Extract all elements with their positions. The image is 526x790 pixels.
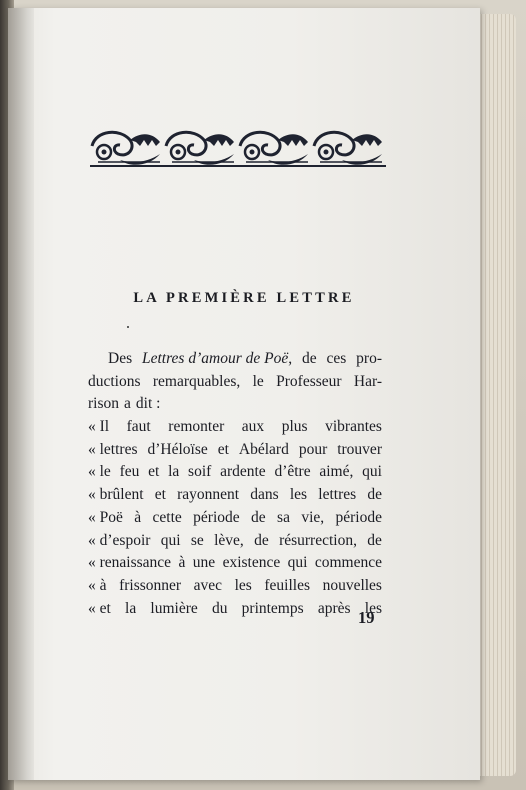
word: nouvelles bbox=[322, 576, 382, 594]
word: « renaissance bbox=[88, 554, 172, 572]
word: qui bbox=[287, 554, 308, 572]
word: la bbox=[168, 463, 180, 481]
word: avec bbox=[193, 576, 223, 594]
text-line bbox=[88, 598, 382, 621]
word: une bbox=[192, 554, 216, 572]
ink-speck bbox=[127, 326, 129, 328]
word: printemps bbox=[241, 599, 304, 617]
text-line bbox=[88, 484, 382, 507]
word: lève, bbox=[214, 531, 244, 549]
word: de bbox=[367, 486, 382, 504]
word: aimé, bbox=[319, 463, 354, 481]
word: « le bbox=[88, 463, 111, 481]
word: commence bbox=[314, 554, 382, 572]
word: « et bbox=[88, 599, 111, 617]
word: sa bbox=[277, 508, 290, 526]
word: « Poë bbox=[88, 508, 123, 526]
word: dit : bbox=[135, 395, 161, 413]
word: Har- bbox=[353, 372, 382, 390]
text-line bbox=[88, 461, 382, 484]
chapter-title: LA PREMIÈRE LETTRE bbox=[133, 290, 355, 306]
word: le bbox=[252, 372, 264, 390]
acanthus-scroll-ornament-icon bbox=[90, 124, 386, 170]
word: cette bbox=[152, 508, 182, 526]
word: ductions bbox=[88, 372, 141, 390]
word: faut bbox=[126, 418, 151, 436]
word: feuilles bbox=[264, 576, 310, 594]
text-line bbox=[88, 552, 382, 575]
word: soif bbox=[188, 463, 212, 481]
body-text bbox=[88, 348, 382, 620]
text-line bbox=[88, 530, 382, 553]
word: « lettres bbox=[88, 440, 138, 458]
word: du bbox=[211, 599, 228, 617]
word: existence bbox=[222, 554, 281, 572]
word: pour bbox=[298, 440, 328, 458]
text-line bbox=[88, 575, 382, 598]
text-line bbox=[88, 348, 382, 371]
word: et bbox=[217, 440, 229, 458]
word: résurrection, bbox=[279, 531, 357, 549]
word: d’Héloïse bbox=[147, 440, 208, 458]
word: les bbox=[364, 599, 382, 617]
word: de bbox=[254, 531, 269, 549]
book-page bbox=[8, 8, 480, 780]
word: de bbox=[367, 531, 382, 549]
word: à bbox=[134, 508, 142, 526]
word: vibrantes bbox=[325, 418, 382, 436]
word: plus bbox=[281, 418, 308, 436]
text-line bbox=[88, 393, 382, 416]
word: ces bbox=[326, 350, 347, 367]
word: période bbox=[335, 508, 382, 526]
word: ardente bbox=[220, 463, 266, 481]
word: frissonner bbox=[119, 576, 182, 594]
word: remarquables, bbox=[152, 372, 241, 390]
word: Lettres d’amour de Poë, bbox=[141, 350, 293, 367]
page-number: 19 bbox=[358, 608, 375, 627]
word: feu bbox=[119, 463, 140, 481]
word: et bbox=[154, 486, 166, 504]
word: les bbox=[234, 576, 252, 594]
word: rison bbox=[88, 395, 119, 413]
word: Professeur bbox=[276, 372, 342, 390]
text-line bbox=[88, 416, 382, 439]
word: Des bbox=[108, 350, 133, 367]
word: de bbox=[251, 508, 266, 526]
word: se bbox=[190, 531, 204, 549]
word: trouver bbox=[337, 440, 382, 458]
word: d’être bbox=[274, 463, 311, 481]
page-gutter-shadow bbox=[8, 8, 34, 780]
text-line bbox=[88, 371, 382, 394]
word: après bbox=[317, 599, 351, 617]
word: qui bbox=[362, 463, 382, 481]
word: « à bbox=[88, 576, 107, 594]
word: Abélard bbox=[238, 440, 289, 458]
word: aux bbox=[241, 418, 265, 436]
word: lumière bbox=[150, 599, 198, 617]
word: période bbox=[193, 508, 240, 526]
word: remonter bbox=[168, 418, 225, 436]
word: lettres bbox=[318, 486, 357, 504]
word: la bbox=[125, 599, 137, 617]
word: « d’espoir bbox=[88, 531, 151, 549]
text-line bbox=[88, 439, 382, 462]
word: qui bbox=[160, 531, 181, 549]
word: dans bbox=[250, 486, 279, 504]
word: pro- bbox=[356, 350, 382, 367]
text-line bbox=[88, 507, 382, 530]
word: vie, bbox=[301, 508, 325, 526]
word: « brûlent bbox=[88, 486, 144, 504]
word: « Il bbox=[88, 418, 110, 436]
word: a bbox=[124, 395, 131, 413]
word: de bbox=[301, 350, 317, 367]
word: rayonnent bbox=[177, 486, 240, 504]
word: à bbox=[178, 554, 186, 572]
word: les bbox=[289, 486, 308, 504]
word: et bbox=[148, 463, 160, 481]
